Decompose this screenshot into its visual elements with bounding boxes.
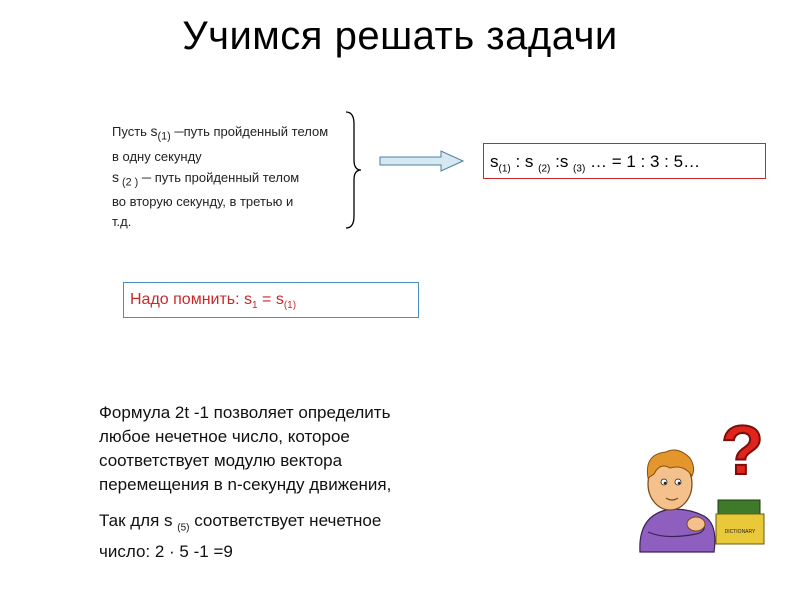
definition-prefix: Пусть bbox=[112, 124, 151, 139]
definition-line-1-suffix: ─путь пройденный телом bbox=[170, 124, 329, 139]
ratio-sub-2: (2) bbox=[538, 163, 551, 175]
example-suffix: соответствует нечетное bbox=[189, 511, 382, 530]
ratio-tail: … = 1 : 3 : 5… bbox=[585, 152, 701, 171]
definition-line-2: в одну секунду bbox=[112, 148, 202, 164]
ratio-sep-2: :s bbox=[550, 152, 574, 171]
definition-text bbox=[112, 121, 382, 232]
definition-line-1 bbox=[112, 121, 382, 147]
right-brace-icon bbox=[344, 110, 364, 230]
example-sub: (5) bbox=[177, 522, 190, 534]
question-mark-icon: ? bbox=[721, 412, 764, 489]
remember-sub-right: (1) bbox=[283, 300, 297, 312]
remember-eq: = s bbox=[257, 291, 284, 308]
example-prefix: Так для s bbox=[99, 511, 178, 530]
ratio-box bbox=[483, 143, 766, 179]
remember-label: Надо помнить: s bbox=[130, 291, 253, 308]
ratio-sub-3: (3) bbox=[573, 163, 586, 175]
subscript-2: (2 ) bbox=[119, 176, 139, 189]
green-book-icon bbox=[718, 500, 760, 514]
ratio-s: s bbox=[490, 152, 499, 171]
definition-line-3 bbox=[112, 167, 382, 193]
formula-line: перемещения в n-секунду движения, bbox=[99, 475, 392, 494]
formula-text bbox=[99, 401, 469, 497]
formula-line: соответствует модулю вектора bbox=[99, 451, 343, 470]
right-arrow-icon bbox=[379, 150, 465, 172]
subscript-1: (1) bbox=[157, 130, 171, 143]
hand-icon bbox=[687, 517, 705, 531]
formula-line: любое нечетное число, которое bbox=[99, 427, 350, 446]
ratio-sub-1: (1) bbox=[498, 163, 511, 175]
slide-title: Учимся решать задачи bbox=[182, 14, 618, 58]
remember-sub-left: 1 bbox=[252, 300, 258, 312]
s-symbol: s bbox=[112, 168, 119, 185]
s-symbol: s bbox=[150, 123, 158, 139]
example-text bbox=[99, 509, 469, 564]
definition-line-4: во вторую секунду, в третью и bbox=[112, 194, 294, 210]
ratio-sep-1: : s bbox=[510, 152, 539, 171]
thinking-student-icon bbox=[626, 412, 776, 554]
remember-box bbox=[123, 282, 419, 318]
example-line-2: число: 2 · 5 -1 =9 bbox=[99, 542, 233, 562]
formula-line: Формула 2t -1 позволяет определить bbox=[99, 403, 391, 422]
definition-line-5: т.д. bbox=[112, 214, 132, 230]
book-label: DICTIONARY bbox=[724, 529, 756, 535]
example-line-1 bbox=[99, 509, 469, 540]
definition-line-3-suffix: ─ путь пройденный телом bbox=[138, 169, 300, 185]
